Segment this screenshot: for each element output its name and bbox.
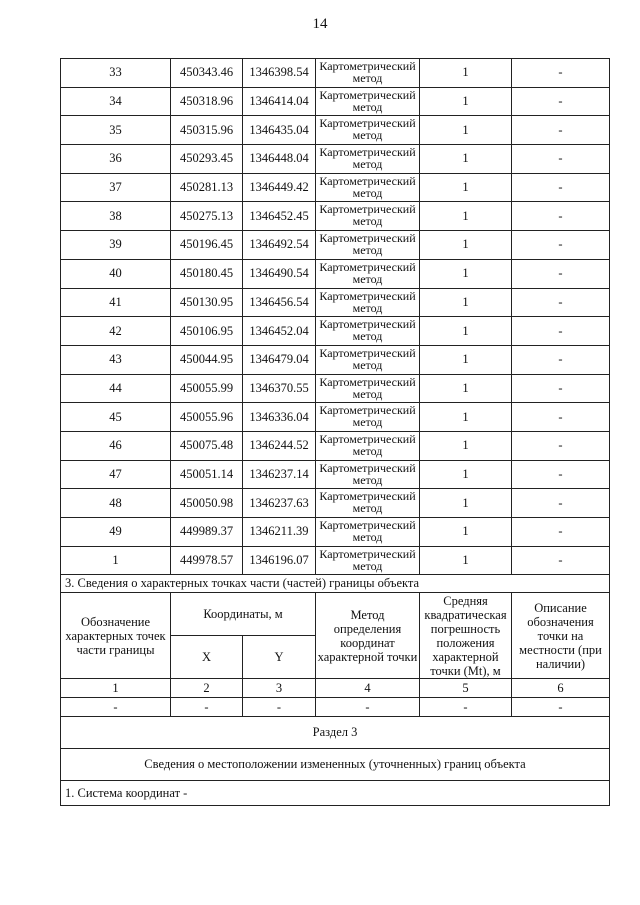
method-cell: Картометрический метод	[316, 202, 420, 231]
description-cell: -	[512, 145, 610, 174]
table-row	[61, 345, 610, 374]
table-row	[61, 231, 610, 260]
accuracy-cell: 1	[420, 345, 512, 374]
coord-x: 449989.37	[171, 518, 243, 547]
coordinates-table	[60, 58, 610, 806]
method-cell: Картометрический метод	[316, 173, 420, 202]
description-cell: -	[512, 173, 610, 202]
accuracy-cell: 1	[420, 489, 512, 518]
table-row	[61, 59, 610, 88]
header-method: Метод определения координат характерной точки	[316, 593, 420, 679]
col-number: 1	[61, 679, 171, 698]
coord-x: 450051.14	[171, 460, 243, 489]
coord-y: 1346479.04	[243, 345, 316, 374]
description-cell: -	[512, 59, 610, 88]
table-row	[61, 87, 610, 116]
table-row	[61, 259, 610, 288]
coord-y: 1346398.54	[243, 59, 316, 88]
point-rows	[61, 59, 610, 575]
header-accuracy: Средняя квадратическая погрешность положения характерной точки (Mt), м	[420, 593, 512, 679]
table-row	[61, 431, 610, 460]
description-cell: -	[512, 202, 610, 231]
method-cell: Картометрический метод	[316, 546, 420, 575]
description-cell: -	[512, 546, 610, 575]
coord-y: 1346456.54	[243, 288, 316, 317]
accuracy-cell: 1	[420, 87, 512, 116]
method-cell: Картометрический метод	[316, 518, 420, 547]
description-cell: -	[512, 518, 610, 547]
accuracy-cell: 1	[420, 259, 512, 288]
point-number: 44	[61, 374, 171, 403]
description-cell: -	[512, 489, 610, 518]
point-number: 33	[61, 59, 171, 88]
coord-x: 450050.98	[171, 489, 243, 518]
table-row	[61, 374, 610, 403]
accuracy-cell: 1	[420, 403, 512, 432]
coord-x: 450315.96	[171, 116, 243, 145]
point-number: 40	[61, 259, 171, 288]
description-cell: -	[512, 431, 610, 460]
col-number: 6	[512, 679, 610, 698]
method-cell: Картометрический метод	[316, 403, 420, 432]
coordinate-system: 1. Система координат -	[61, 781, 610, 806]
table-row	[61, 460, 610, 489]
accuracy-cell: 1	[420, 231, 512, 260]
header-coordinates: Координаты, м	[171, 593, 316, 636]
method-cell: Картометрический метод	[316, 345, 420, 374]
accuracy-cell: 1	[420, 145, 512, 174]
method-cell: Картометрический метод	[316, 116, 420, 145]
coord-y: 1346237.14	[243, 460, 316, 489]
empty-cell: -	[171, 698, 243, 717]
point-number: 41	[61, 288, 171, 317]
coord-y: 1346490.54	[243, 259, 316, 288]
coord-x: 450275.13	[171, 202, 243, 231]
method-cell: Картометрический метод	[316, 374, 420, 403]
coord-x: 450318.96	[171, 87, 243, 116]
accuracy-cell: 1	[420, 431, 512, 460]
empty-cell: -	[243, 698, 316, 717]
header-description: Описание обозначения точки на местности (при наличии)	[512, 593, 610, 679]
coord-y: 1346336.04	[243, 403, 316, 432]
accuracy-cell: 1	[420, 460, 512, 489]
coord-x: 450196.45	[171, 231, 243, 260]
point-number: 36	[61, 145, 171, 174]
coord-x: 450343.46	[171, 59, 243, 88]
description-cell: -	[512, 231, 610, 260]
accuracy-cell: 1	[420, 288, 512, 317]
accuracy-cell: 1	[420, 202, 512, 231]
empty-cell: -	[420, 698, 512, 717]
coord-y: 1346196.07	[243, 546, 316, 575]
column-numbers-row	[61, 679, 610, 698]
method-cell: Картометрический метод	[316, 460, 420, 489]
point-number: 46	[61, 431, 171, 460]
table-row	[61, 202, 610, 231]
method-cell: Картометрический метод	[316, 59, 420, 88]
table-row	[61, 518, 610, 547]
col-number: 2	[171, 679, 243, 698]
table-row	[61, 546, 610, 575]
description-cell: -	[512, 460, 610, 489]
table-row	[61, 145, 610, 174]
table-row	[61, 173, 610, 202]
point-number: 39	[61, 231, 171, 260]
coord-y: 1346452.04	[243, 317, 316, 346]
method-cell: Картометрический метод	[316, 317, 420, 346]
accuracy-cell: 1	[420, 518, 512, 547]
coord-y: 1346237.63	[243, 489, 316, 518]
razdel-title: Раздел 3	[61, 717, 610, 749]
method-cell: Картометрический метод	[316, 231, 420, 260]
table-row	[61, 288, 610, 317]
coord-y: 1346370.55	[243, 374, 316, 403]
coord-x: 449978.57	[171, 546, 243, 575]
empty-data-row	[61, 698, 610, 717]
point-number: 49	[61, 518, 171, 547]
coord-x: 450106.95	[171, 317, 243, 346]
coord-x: 450180.45	[171, 259, 243, 288]
point-number: 43	[61, 345, 171, 374]
col-number: 4	[316, 679, 420, 698]
point-number: 38	[61, 202, 171, 231]
point-number: 47	[61, 460, 171, 489]
coord-x: 450075.48	[171, 431, 243, 460]
header-x: X	[171, 636, 243, 679]
point-number: 34	[61, 87, 171, 116]
accuracy-cell: 1	[420, 173, 512, 202]
accuracy-cell: 1	[420, 546, 512, 575]
section3-title: 3. Сведения о характерных точках части (частей) границы объекта	[61, 575, 610, 593]
coord-y: 1346414.04	[243, 87, 316, 116]
description-cell: -	[512, 259, 610, 288]
description-cell: -	[512, 116, 610, 145]
coord-y: 1346435.04	[243, 116, 316, 145]
accuracy-cell: 1	[420, 116, 512, 145]
method-cell: Картометрический метод	[316, 145, 420, 174]
description-cell: -	[512, 345, 610, 374]
method-cell: Картометрический метод	[316, 489, 420, 518]
description-cell: -	[512, 374, 610, 403]
accuracy-cell: 1	[420, 317, 512, 346]
header-designation: Обозначение характерных точек части границы	[61, 593, 171, 679]
coord-y: 1346492.54	[243, 231, 316, 260]
coord-x: 450055.99	[171, 374, 243, 403]
coord-x: 450044.95	[171, 345, 243, 374]
table-row	[61, 489, 610, 518]
table-row	[61, 403, 610, 432]
table-row	[61, 317, 610, 346]
razdel-subtitle: Сведения о местоположении измененных (уточненных) границ объекта	[61, 749, 610, 781]
point-number: 48	[61, 489, 171, 518]
coord-x: 450281.13	[171, 173, 243, 202]
accuracy-cell: 1	[420, 59, 512, 88]
coord-x: 450055.96	[171, 403, 243, 432]
coord-y: 1346448.04	[243, 145, 316, 174]
point-number: 37	[61, 173, 171, 202]
method-cell: Картометрический метод	[316, 87, 420, 116]
accuracy-cell: 1	[420, 374, 512, 403]
coord-y: 1346244.52	[243, 431, 316, 460]
description-cell: -	[512, 288, 610, 317]
coord-y: 1346452.45	[243, 202, 316, 231]
empty-cell: -	[61, 698, 171, 717]
coord-y: 1346449.42	[243, 173, 316, 202]
coord-y: 1346211.39	[243, 518, 316, 547]
method-cell: Картометрический метод	[316, 431, 420, 460]
col-number: 5	[420, 679, 512, 698]
description-cell: -	[512, 317, 610, 346]
point-number: 35	[61, 116, 171, 145]
point-number: 45	[61, 403, 171, 432]
coord-x: 450130.95	[171, 288, 243, 317]
empty-cell: -	[316, 698, 420, 717]
method-cell: Картометрический метод	[316, 288, 420, 317]
method-cell: Картометрический метод	[316, 259, 420, 288]
table-row	[61, 116, 610, 145]
description-cell: -	[512, 403, 610, 432]
header-y: Y	[243, 636, 316, 679]
point-number: 1	[61, 546, 171, 575]
point-number: 42	[61, 317, 171, 346]
coord-x: 450293.45	[171, 145, 243, 174]
description-cell: -	[512, 87, 610, 116]
col-number: 3	[243, 679, 316, 698]
empty-cell: -	[512, 698, 610, 717]
page-number: 14	[312, 16, 328, 32]
